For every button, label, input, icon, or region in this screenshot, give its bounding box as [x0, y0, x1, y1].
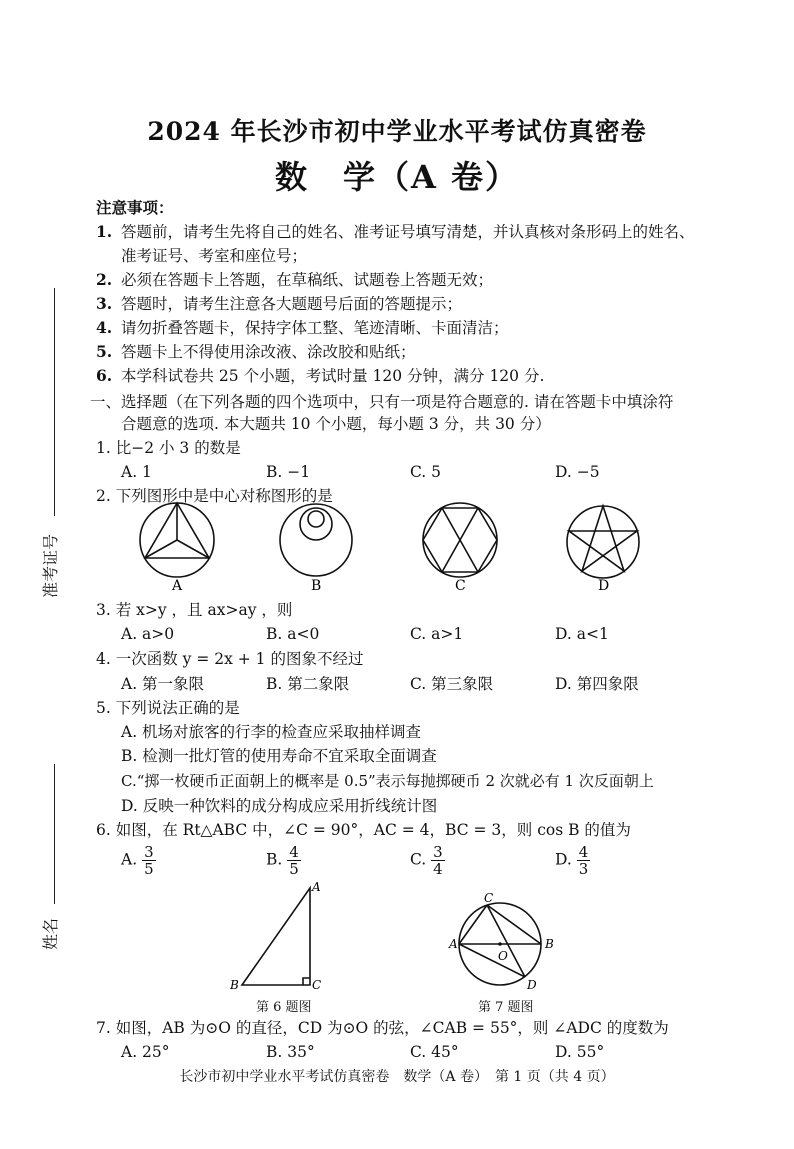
- notice-num-5: 5.: [96, 342, 113, 361]
- q6-stem: 6. 如图，在 Rt△ABC 中，∠C = 90°，AC = 4，BC = 3，则 cos B 的值为: [96, 821, 631, 839]
- q6-figure-caption: 第 6 题图: [256, 1000, 312, 1015]
- q7-point-o: O: [498, 949, 508, 963]
- q6-option-b[interactable]: [266, 844, 301, 877]
- q4-option-a[interactable]: A. 第一象限: [121, 675, 205, 693]
- q5-option-c[interactable]: C.“掷一枚硬币正面朝上的概率是 0.5”表示每抛掷硬币 2 次就必有 1 次反面朝上: [121, 772, 654, 790]
- q6-option-b-den: 5: [289, 860, 299, 878]
- notice-num-6: 6.: [96, 366, 113, 385]
- q7-option-a[interactable]: A. 25°: [121, 1043, 170, 1061]
- q6-option-d-fraction: [577, 844, 591, 877]
- q3-option-c[interactable]: C. a>1: [410, 625, 464, 643]
- notice-text-6: 本学科试卷共 25 个小题，考试时量 120 分钟，满分 120 分.: [121, 367, 545, 385]
- notice-num-1: 1.: [96, 222, 113, 241]
- q5-option-a[interactable]: A. 机场对旅客的行李的检查应采取抽样调查: [121, 723, 422, 741]
- exam-title: 2024 年长沙市初中学业水平考试仿真密卷: [147, 117, 647, 146]
- q6-point-a: A: [312, 880, 321, 894]
- q2-figure-d[interactable]: [567, 506, 639, 578]
- q2-figure-a[interactable]: [140, 503, 214, 577]
- notice-text-2: 必须在答题卡上答题，在草稿纸、试题卷上答题无效；: [121, 271, 494, 289]
- q6-point-b: B: [230, 978, 239, 992]
- notice-num-4: 4.: [96, 318, 113, 337]
- q3-option-a[interactable]: A. a>0: [121, 625, 175, 643]
- q6-option-d-den: 3: [578, 860, 589, 878]
- q7-option-d[interactable]: D. 55°: [555, 1043, 605, 1061]
- q3-option-b[interactable]: B. a<0: [266, 625, 320, 643]
- notice-text-4: 请勿折叠答题卡，保持字体工整、笔迹清晰、卡面清洁；: [121, 319, 509, 337]
- q1-stem: 1. 比−2 小 3 的数是: [96, 439, 241, 457]
- q6-option-b-label: B.: [266, 850, 283, 869]
- q6-point-c: C: [312, 978, 322, 992]
- q6-option-c-den: 4: [433, 860, 443, 878]
- q2-label-d: D: [598, 578, 610, 594]
- q2-label-a: A: [172, 578, 183, 594]
- q1-option-a[interactable]: A. 1: [121, 463, 152, 481]
- q7-point-a: A: [449, 937, 458, 951]
- q1-option-b[interactable]: B. −1: [266, 463, 311, 481]
- q6-option-c[interactable]: [410, 844, 445, 877]
- q4-stem: 4. 一次函数 y = 2x + 1 的图象不经过: [96, 650, 364, 668]
- q6-option-b-num: 4: [289, 843, 299, 861]
- q2-label-b: B: [311, 578, 322, 594]
- exam-subtitle: 数 学（A 卷）: [275, 158, 519, 196]
- notice-num-2: 2.: [96, 270, 113, 289]
- q2-label-c: C: [455, 578, 466, 594]
- notice-heading: 注意事项：: [96, 198, 174, 217]
- q2-stem: 2. 下列图形中是中心对称图形的是: [96, 487, 333, 505]
- q7-point-b: B: [545, 937, 554, 951]
- notice-text-5: 答题卡上不得使用涂改液、涂改胶和贴纸；: [121, 343, 416, 361]
- section1-heading: 一、选择题（在下列各题的四个选项中，只有一项是符合题意的. 请在答题卡中填涂符: [90, 393, 674, 411]
- q6-option-a-label: A.: [121, 850, 138, 869]
- exam-number-label: 准考证号: [41, 533, 60, 598]
- q6-option-d-num: 4: [578, 843, 589, 861]
- q6-figure: [242, 888, 310, 985]
- q4-option-c[interactable]: C. 第三象限: [410, 675, 494, 693]
- notice-text-3: 答题时，请考生注意各大题题号后面的答题提示；: [121, 295, 463, 313]
- q5-stem: 5. 下列说法正确的是: [96, 699, 240, 717]
- q3-stem: 3. 若 x>y ，且 ax>ay ，则: [96, 601, 293, 619]
- q7-center-dot: [498, 942, 502, 946]
- name-label: 姓名: [41, 917, 60, 950]
- q6-option-c-fraction: [431, 844, 445, 877]
- q5-option-d[interactable]: D. 反映一种饮料的成分构成应采用折线统计图: [121, 797, 438, 815]
- q6-option-a-fraction: [142, 844, 156, 877]
- q7-option-c[interactable]: C. 45°: [410, 1043, 459, 1061]
- q7-figure-caption: 第 7 题图: [478, 1000, 534, 1015]
- q2-figure-b[interactable]: [280, 504, 352, 576]
- q6-option-d-label: D.: [555, 850, 572, 869]
- notice-text-1b: 准考证号、考室和座位号；: [121, 247, 308, 265]
- q6-option-a-num: 3: [144, 843, 154, 861]
- page-footer: 长沙市初中学业水平考试仿真密卷 数学（A 卷） 第 1 页（共 4 页）: [179, 1069, 615, 1085]
- q7-option-b[interactable]: B. 35°: [266, 1043, 315, 1061]
- q7-point-c: C: [484, 891, 494, 905]
- q7-point-d: D: [527, 978, 537, 992]
- notice-num-3: 3.: [96, 294, 113, 313]
- q6-option-c-num: 3: [433, 843, 443, 861]
- q1-option-d[interactable]: D. −5: [555, 463, 600, 481]
- q4-option-d[interactable]: D. 第四象限: [555, 675, 639, 693]
- section1-heading-2: 合题意的选项. 本大题共 10 个小题，每小题 3 分，共 30 分）: [121, 415, 551, 433]
- q7-stem: 7. 如图，AB 为⊙O 的直径，CD 为⊙O 的弦，∠CAB = 55°，则 ∠ADC 的度数为: [96, 1019, 669, 1037]
- q6-option-d[interactable]: [555, 844, 590, 877]
- notice-text-1: 答题前，请考生先将自己的姓名、准考证号填写清楚，并认真核对条形码上的姓名、: [121, 223, 695, 241]
- q1-option-c[interactable]: C. 5: [410, 463, 442, 481]
- q6-option-a-den: 5: [144, 860, 154, 878]
- q3-option-d[interactable]: D. a<1: [555, 625, 609, 643]
- q6-option-c-label: C.: [410, 850, 427, 869]
- q4-option-b[interactable]: B. 第二象限: [266, 675, 350, 693]
- q6-option-a[interactable]: [121, 844, 156, 877]
- q6-option-b-fraction: [287, 844, 301, 877]
- q2-figure-c[interactable]: [423, 503, 497, 577]
- q5-option-b[interactable]: B. 检测一批灯管的使用寿命不宜采取全面调查: [121, 747, 437, 765]
